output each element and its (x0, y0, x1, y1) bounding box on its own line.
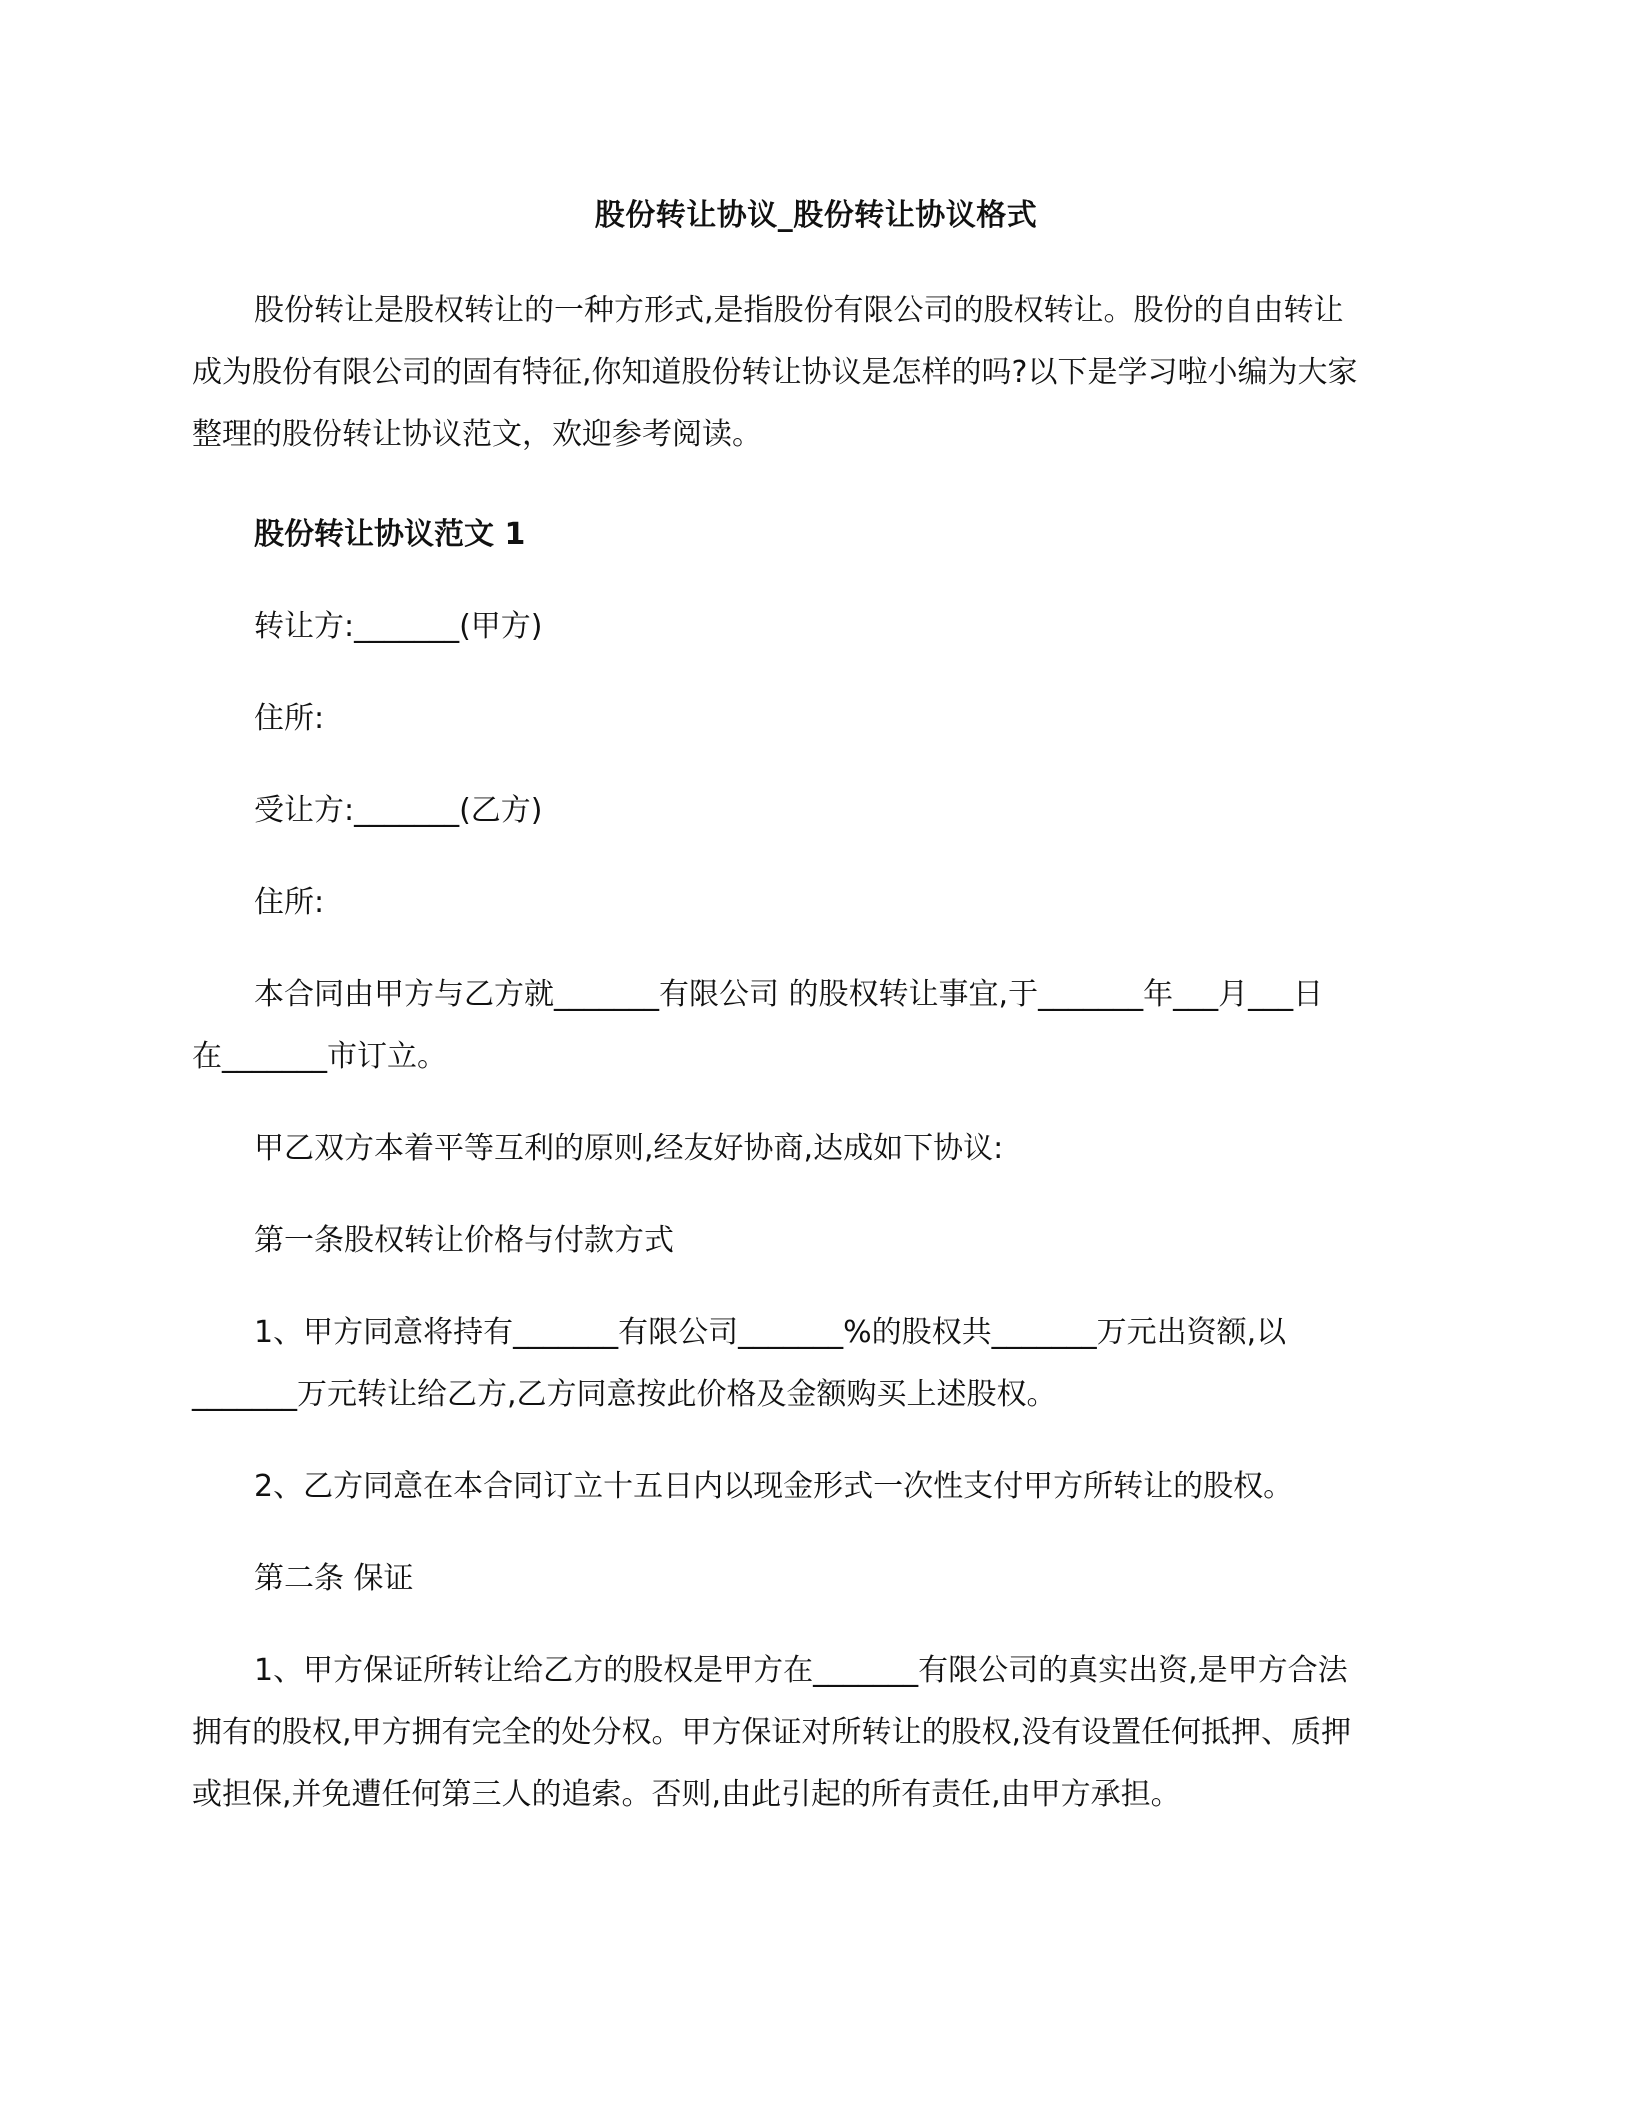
document-title: 股份转让协议_股份转让协议格式 (594, 198, 1038, 233)
contract-basis-line-1: 本合同由甲方与乙方就_______有限公司 的股权转让事宜,于_______年___月___日 (254, 977, 1324, 1012)
transferee-address: 住所: (254, 885, 325, 920)
transferor-address: 住所: (254, 701, 325, 736)
intro-line-3: 整理的股份转让协议范文，欢迎参考阅读。 (192, 417, 762, 452)
article-1-item-1-line-2: _______万元转让给乙方,乙方同意按此价格及金额购买上述股权。 (192, 1377, 1057, 1412)
transferee-line: 受让方:_______(乙方) (254, 793, 543, 828)
article-2-item-1-line-2: 拥有的股权,甲方拥有完全的处分权。甲方保证对所转让的股权,没有设置任何抵押、质押 (192, 1715, 1352, 1750)
intro-line-1: 股份转让是股权转让的一种方形式,是指股份有限公司的股权转让。股份的自由转让 (254, 293, 1344, 328)
article-1-heading: 第一条股权转让价格与付款方式 (254, 1223, 674, 1258)
contract-basis-line-2: 在_______市订立。 (192, 1039, 447, 1074)
article-1-item-2: 2、乙方同意在本合同订立十五日内以现金形式一次性支付甲方所转让的股权。 (254, 1469, 1294, 1504)
section-heading: 股份转让协议范文 1 (254, 517, 526, 552)
article-2-item-1-line-3: 或担保,并免遭任何第三人的追索。否则,由此引起的所有责任,由甲方承担。 (192, 1777, 1181, 1812)
principle-line: 甲乙双方本着平等互利的原则,经友好协商,达成如下协议: (254, 1131, 1004, 1166)
intro-line-2: 成为股份有限公司的固有特征,你知道股份转让协议是怎样的吗?以下是学习啦小编为大家 (192, 355, 1358, 390)
article-2-heading: 第二条 保证 (254, 1561, 414, 1596)
article-1-item-1-line-1: 1、甲方同意将持有_______有限公司_______%的股权共_______万元出资额,以 (254, 1315, 1287, 1350)
transferor-line: 转让方:_______(甲方) (254, 609, 543, 644)
article-2-item-1-line-1: 1、甲方保证所转让给乙方的股权是甲方在_______有限公司的真实出资,是甲方合法 (254, 1653, 1348, 1688)
